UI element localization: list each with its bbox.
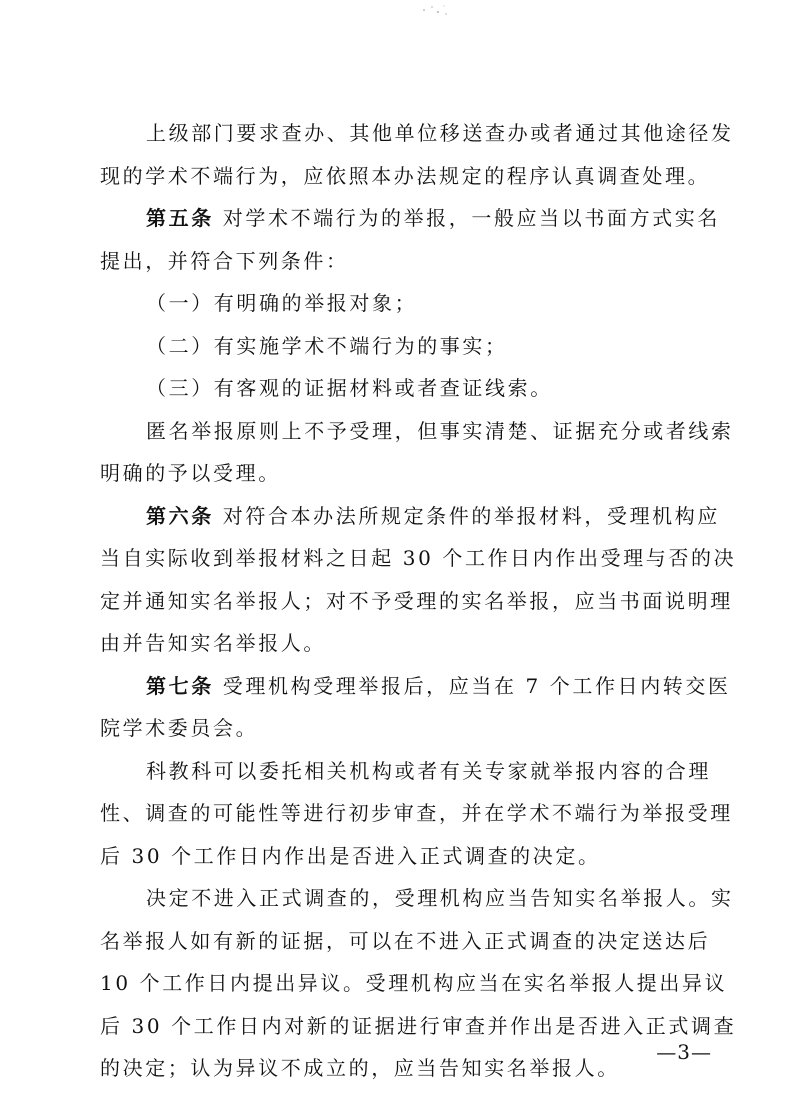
page-number: —3— — [656, 1040, 712, 1064]
text-line — [100, 920, 711, 963]
text-line — [100, 962, 728, 1005]
text-line — [100, 1005, 737, 1048]
line-text: 对符合本办法所规定条件的举报材料，受理机构应 — [213, 503, 720, 528]
line-text: 受理机构受理举报后，应当在 7 个工作日内转交医 — [213, 673, 731, 698]
line-text: 决定不进入正式调查的，受理机构应当告知实名举报人。实 — [146, 886, 734, 910]
line-text: 后 30 个工作日内对新的证据进行审查并作出是否进入正式调查 — [100, 1013, 737, 1038]
line-text: 由并告知实名举报人。 — [100, 631, 326, 655]
article-heading: 第六条 — [146, 503, 214, 528]
line-text: （三）有客观的证据材料或者查证线索。 — [146, 376, 553, 400]
scan-artifact — [420, 2, 450, 18]
text-line — [100, 622, 700, 665]
article-heading: 第五条 — [146, 206, 214, 230]
line-text: 定并通知实名举报人；对不予受理的实名举报，应当书面说明理 — [100, 588, 733, 613]
line-text: 院学术委员会。 — [100, 716, 259, 740]
text-line — [100, 495, 720, 538]
line-text: （二）有实施学术不端行为的事实； — [146, 333, 508, 358]
text-line — [100, 537, 737, 580]
text-line — [100, 240, 700, 283]
line-text: （一）有明确的举报对象； — [146, 291, 418, 315]
text-line — [100, 410, 734, 453]
line-text: 后 30 个工作日内作出是否进入正式调查的决定。 — [100, 843, 601, 868]
text-line — [100, 792, 733, 835]
line-text: 科教科可以委托相关机构或者有关专家就举报内容的合理 — [146, 758, 711, 783]
text-line — [100, 155, 711, 198]
text-line — [100, 707, 700, 750]
text-line — [100, 665, 731, 708]
text-line — [100, 877, 734, 920]
text-line — [100, 367, 700, 410]
text-line — [100, 282, 700, 325]
line-text: 名举报人如有新的证据，可以在不进入正式调查的决定送达后 — [100, 928, 711, 953]
line-text: 现的学术不端行为，应依照本办法规定的程序认真调查处理。 — [100, 163, 711, 188]
line-text: 提出，并符合下列条件： — [100, 248, 349, 273]
line-text: 上级部门要求查办、其他单位移送查办或者通过其他途径发 — [146, 121, 734, 145]
text-line — [100, 112, 734, 155]
line-text: 10 个工作日内提出异议。受理机构应当在实名举报人提出异议 — [100, 971, 728, 995]
article-heading: 第七条 — [146, 673, 214, 698]
text-line — [100, 197, 720, 240]
text-line — [100, 580, 733, 623]
document-body — [100, 112, 737, 1090]
text-line — [100, 835, 700, 878]
text-line — [100, 1047, 700, 1090]
line-text: 匿名举报原则上不予受理，但事实清楚、证据充分或者线索 — [146, 418, 734, 443]
line-text: 明确的予以受理。 — [100, 461, 281, 485]
line-text: 当自实际收到举报材料之日起 30 个工作日内作出受理与否的决 — [100, 546, 737, 570]
text-line — [100, 750, 711, 793]
text-line — [100, 325, 700, 368]
line-text: 对学术不端行为的举报，一般应当以书面方式实名 — [213, 206, 720, 230]
line-text: 性、调查的可能性等进行初步审查，并在学术不端行为举报受理 — [100, 801, 733, 825]
text-line — [100, 452, 700, 495]
line-text: 的决定；认为异议不成立的，应当告知实名举报人。 — [100, 1056, 620, 1080]
